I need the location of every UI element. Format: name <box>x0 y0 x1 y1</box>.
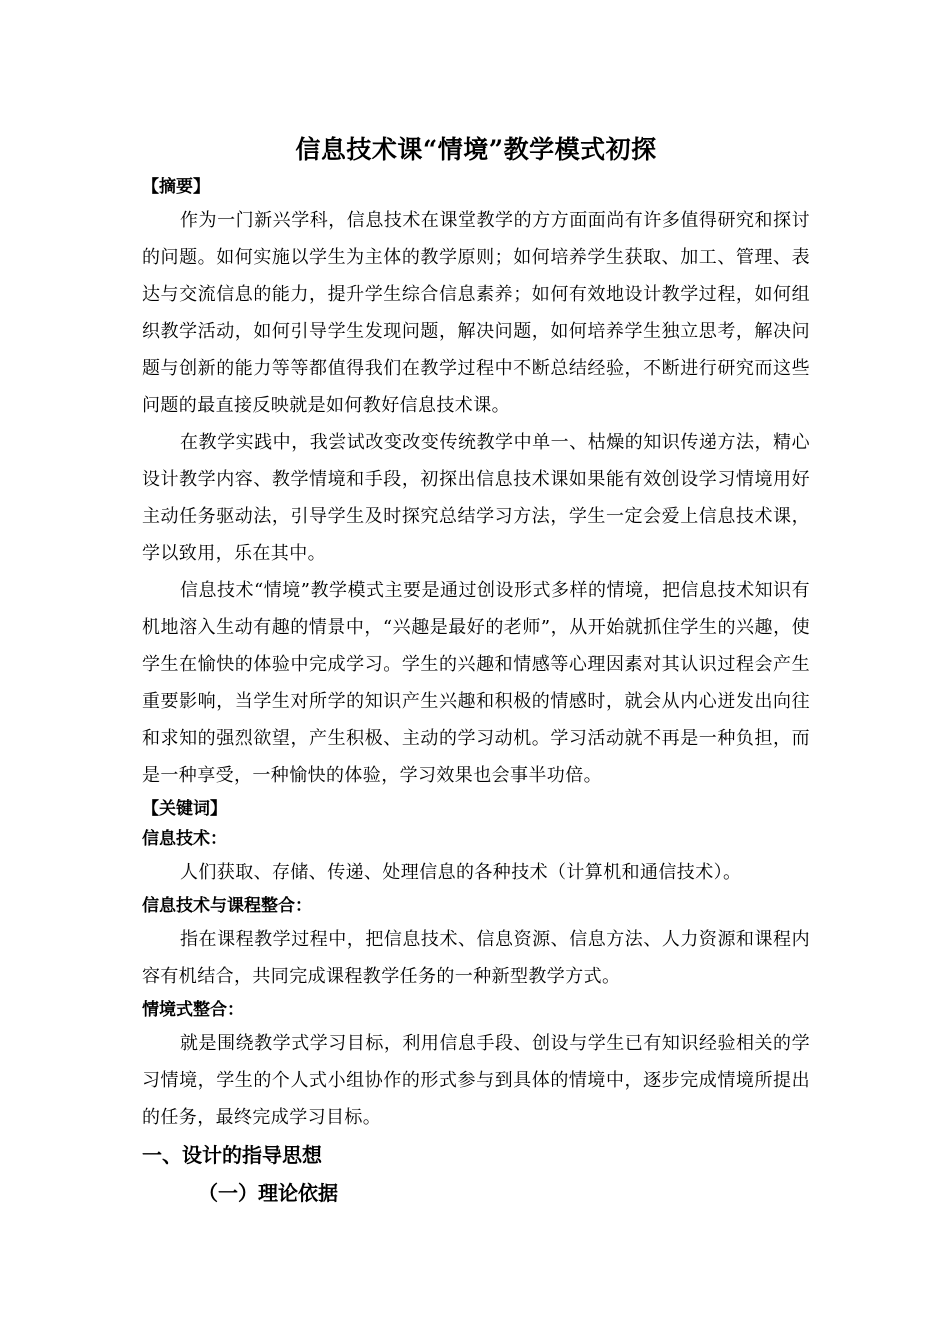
section-heading-1: 一、设计的指导思想 <box>142 1143 322 1167</box>
document-title: 信息技术课“情境”教学模式初探 <box>295 135 657 164</box>
keyword-term-2: 信息技术与课程整合： <box>142 896 312 916</box>
abstract-label: 【摘要】 <box>142 177 210 197</box>
keyword-term-3: 情境式整合： <box>142 1000 244 1020</box>
keyword-definition-1: 人们获取、存储、传递、处理信息的各种技术（计算机和通信技术）。 <box>180 862 742 883</box>
document-page <box>142 128 810 1212</box>
keyword-term-1: 信息技术： <box>142 829 227 849</box>
keyword-definition-2: 指在课程教学过程中，把信息技术、信息资源、信息方法、人力资源和课程内容有机结合，共同完成课程教学任务的一种新型教学方式。 <box>142 929 810 987</box>
abstract-paragraph-3: 信息技术“情境”教学模式主要是通过创设形式多样的情境，把信息技术知识有机地溶入生动有趣的情景中，“兴趣是最好的老师”，从开始就抓住学生的兴趣，使学生在愉快的体验中完成学习。学生的兴趣和情感等心理因素对其认识过程会产生重要影响，当学生对所学的知识产生兴趣和积极的情感时，就会从内心迸发出向往和求知的强烈欲望，产生积极、主动的学习动机。学习活动就不再是一种负担，而是一种享受，一种愉快的体验，学习效果也会事半功倍。 <box>142 580 810 786</box>
keywords-label: 【关键词】 <box>142 799 227 819</box>
keyword-definition-3: 就是围绕教学式学习目标，利用信息手段、创设与学生已有知识经验相关的学习情境，学生的个人式小组协作的形式参与到具体的情境中，逐步完成情境所提出的任务，最终完成学习目标。 <box>142 1033 810 1128</box>
abstract-paragraph-1: 作为一门新兴学科，信息技术在课堂教学的方方面面尚有许多值得研究和探讨的问题。如何实施以学生为主体的教学原则；如何培养学生获取、加工、管理、表达与交流信息的能力，提升学生综合信息素养；如何有效地设计教学过程，如何组织教学活动，如何引导学生发现问题，解决问题，如何培养学生独立思考，解决问题与创新的能力等等都值得我们在教学过程中不断总结经验，不断进行研究而这些问题的最直接反映就是如何教好信息技术课。 <box>142 210 810 416</box>
abstract-paragraph-2: 在教学实践中，我尝试改变改变传统教学中单一、枯燥的知识传递方法，精心设计教学内容、教学情境和手段，初探出信息技术课如果能有效创设学习情境用好主动任务驱动法，引导学生及时探究总结学习方法，学生一定会爱上信息技术课，学以致用，乐在其中。 <box>142 432 810 564</box>
subsection-heading-1: （一）理论依据 <box>198 1181 338 1205</box>
